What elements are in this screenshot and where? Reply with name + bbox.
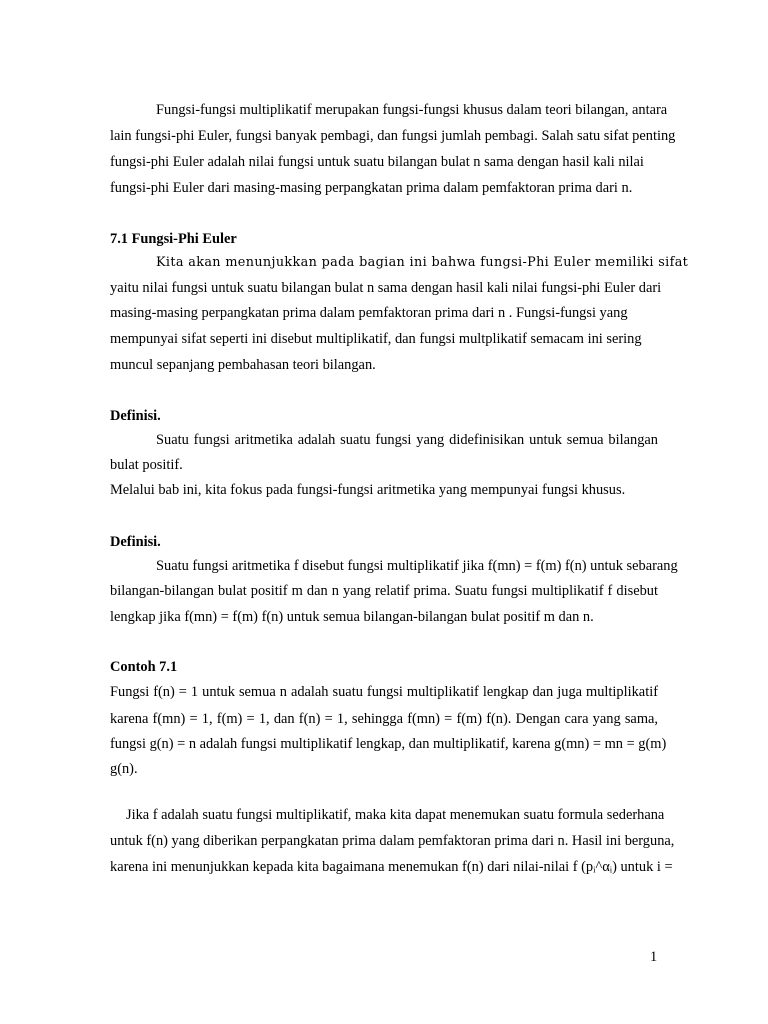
definition1-title: Definisi. bbox=[110, 408, 161, 424]
definition2-line3: lengkap jika f(mn) = f(m) f(n) untuk semua bilangan-bilangan bulat positif m dan n. bbox=[110, 609, 594, 625]
definition1-line3: Melalui bab ini, kita fokus pada fungsi-fungsi aritmetika yang mempunyai fungsi khusus. bbox=[110, 482, 626, 498]
closing-line2: untuk f(n) yang diberikan perpangkatan prima dalam pemfaktoran prima dari n. Hasil ini berguna, bbox=[110, 833, 675, 849]
example-line4: g(n). bbox=[110, 761, 138, 777]
section-intro-line3: masing-masing perpangkatan prima dalam pemfaktoran prima dari n . Fungsi-fungsi yang bbox=[110, 305, 628, 321]
definition2-title: Definisi. bbox=[110, 534, 161, 550]
paragraph1-line3: fungsi-phi Euler adalah nilai fungsi untuk suatu bilangan bulat n sama dengan hasil kali nilai bbox=[110, 154, 644, 170]
definition1-line1: Suatu fungsi aritmetika adalah suatu fungsi yang didefinisikan untuk semua bilangan bbox=[156, 432, 658, 448]
paragraph1-line2: lain fungsi-phi Euler, fungsi banyak pembagi, dan fungsi jumlah pembagi. Salah satu sifat penting bbox=[110, 128, 676, 144]
example-line1: Fungsi f(n) = 1 untuk semua n adalah suatu fungsi multiplikatif lengkap dan juga multiplikatif bbox=[110, 684, 658, 700]
example-title: Contoh 7.1 bbox=[110, 659, 178, 675]
paragraph1-line1: Fungsi-fungsi multiplikatif merupakan fungsi-fungsi khusus dalam teori bilangan, antara bbox=[156, 102, 668, 118]
section-intro-line4: mempunyai sifat seperti ini disebut multiplikatif, dan fungsi multplikatif semacam ini sering bbox=[110, 331, 642, 347]
definition2-line2: bilangan-bilangan bulat positif m dan n yang relatif prima. Suatu fungsi multiplikatif f disebut bbox=[110, 583, 658, 599]
section-intro-line5: muncul sepanjang pembahasan teori bilangan. bbox=[110, 357, 376, 373]
definition1-line2: bulat positif. bbox=[110, 457, 183, 473]
definition2-line1: Suatu fungsi aritmetika f disebut fungsi multiplikatif jika f(mn) = f(m) f(n) untuk sebarang bbox=[156, 558, 678, 574]
closing-line3: karena ini menunjukkan kepada kita bagaimana menemukan f(n) dari nilai-nilai f (pᵢ^αᵢ) untuk i = bbox=[110, 859, 673, 875]
example-line3: fungsi g(n) = n adalah fungsi multiplikatif lengkap, dan multiplikatif, karena g(mn) = mn = g(m) bbox=[110, 736, 667, 752]
example-line2: karena f(mn) = 1, f(m) = 1, dan f(n) = 1, sehingga f(mn) = f(m) f(n). Dengan cara yang sama, bbox=[110, 711, 658, 727]
paragraph1-line4: fungsi-phi Euler dari masing-masing perpangkatan prima dalam pemfaktoran prima dari n. bbox=[110, 180, 633, 196]
section-title: 7.1 Fungsi-Phi Euler bbox=[110, 231, 237, 247]
section-intro-line2: yaitu nilai fungsi untuk suatu bilangan bulat n sama dengan hasil kali nilai fungsi-phi Euler dari bbox=[110, 280, 662, 296]
section-intro-line1: Kita akan menunjukkan pada bagian ini bahwa fungsi-Phi Euler memiliki sifat bbox=[156, 255, 689, 270]
closing-line1: Jika f adalah suatu fungsi multiplikatif, maka kita dapat menemukan suatu formula sederhana bbox=[126, 807, 665, 823]
page-number: 1 bbox=[650, 949, 658, 965]
